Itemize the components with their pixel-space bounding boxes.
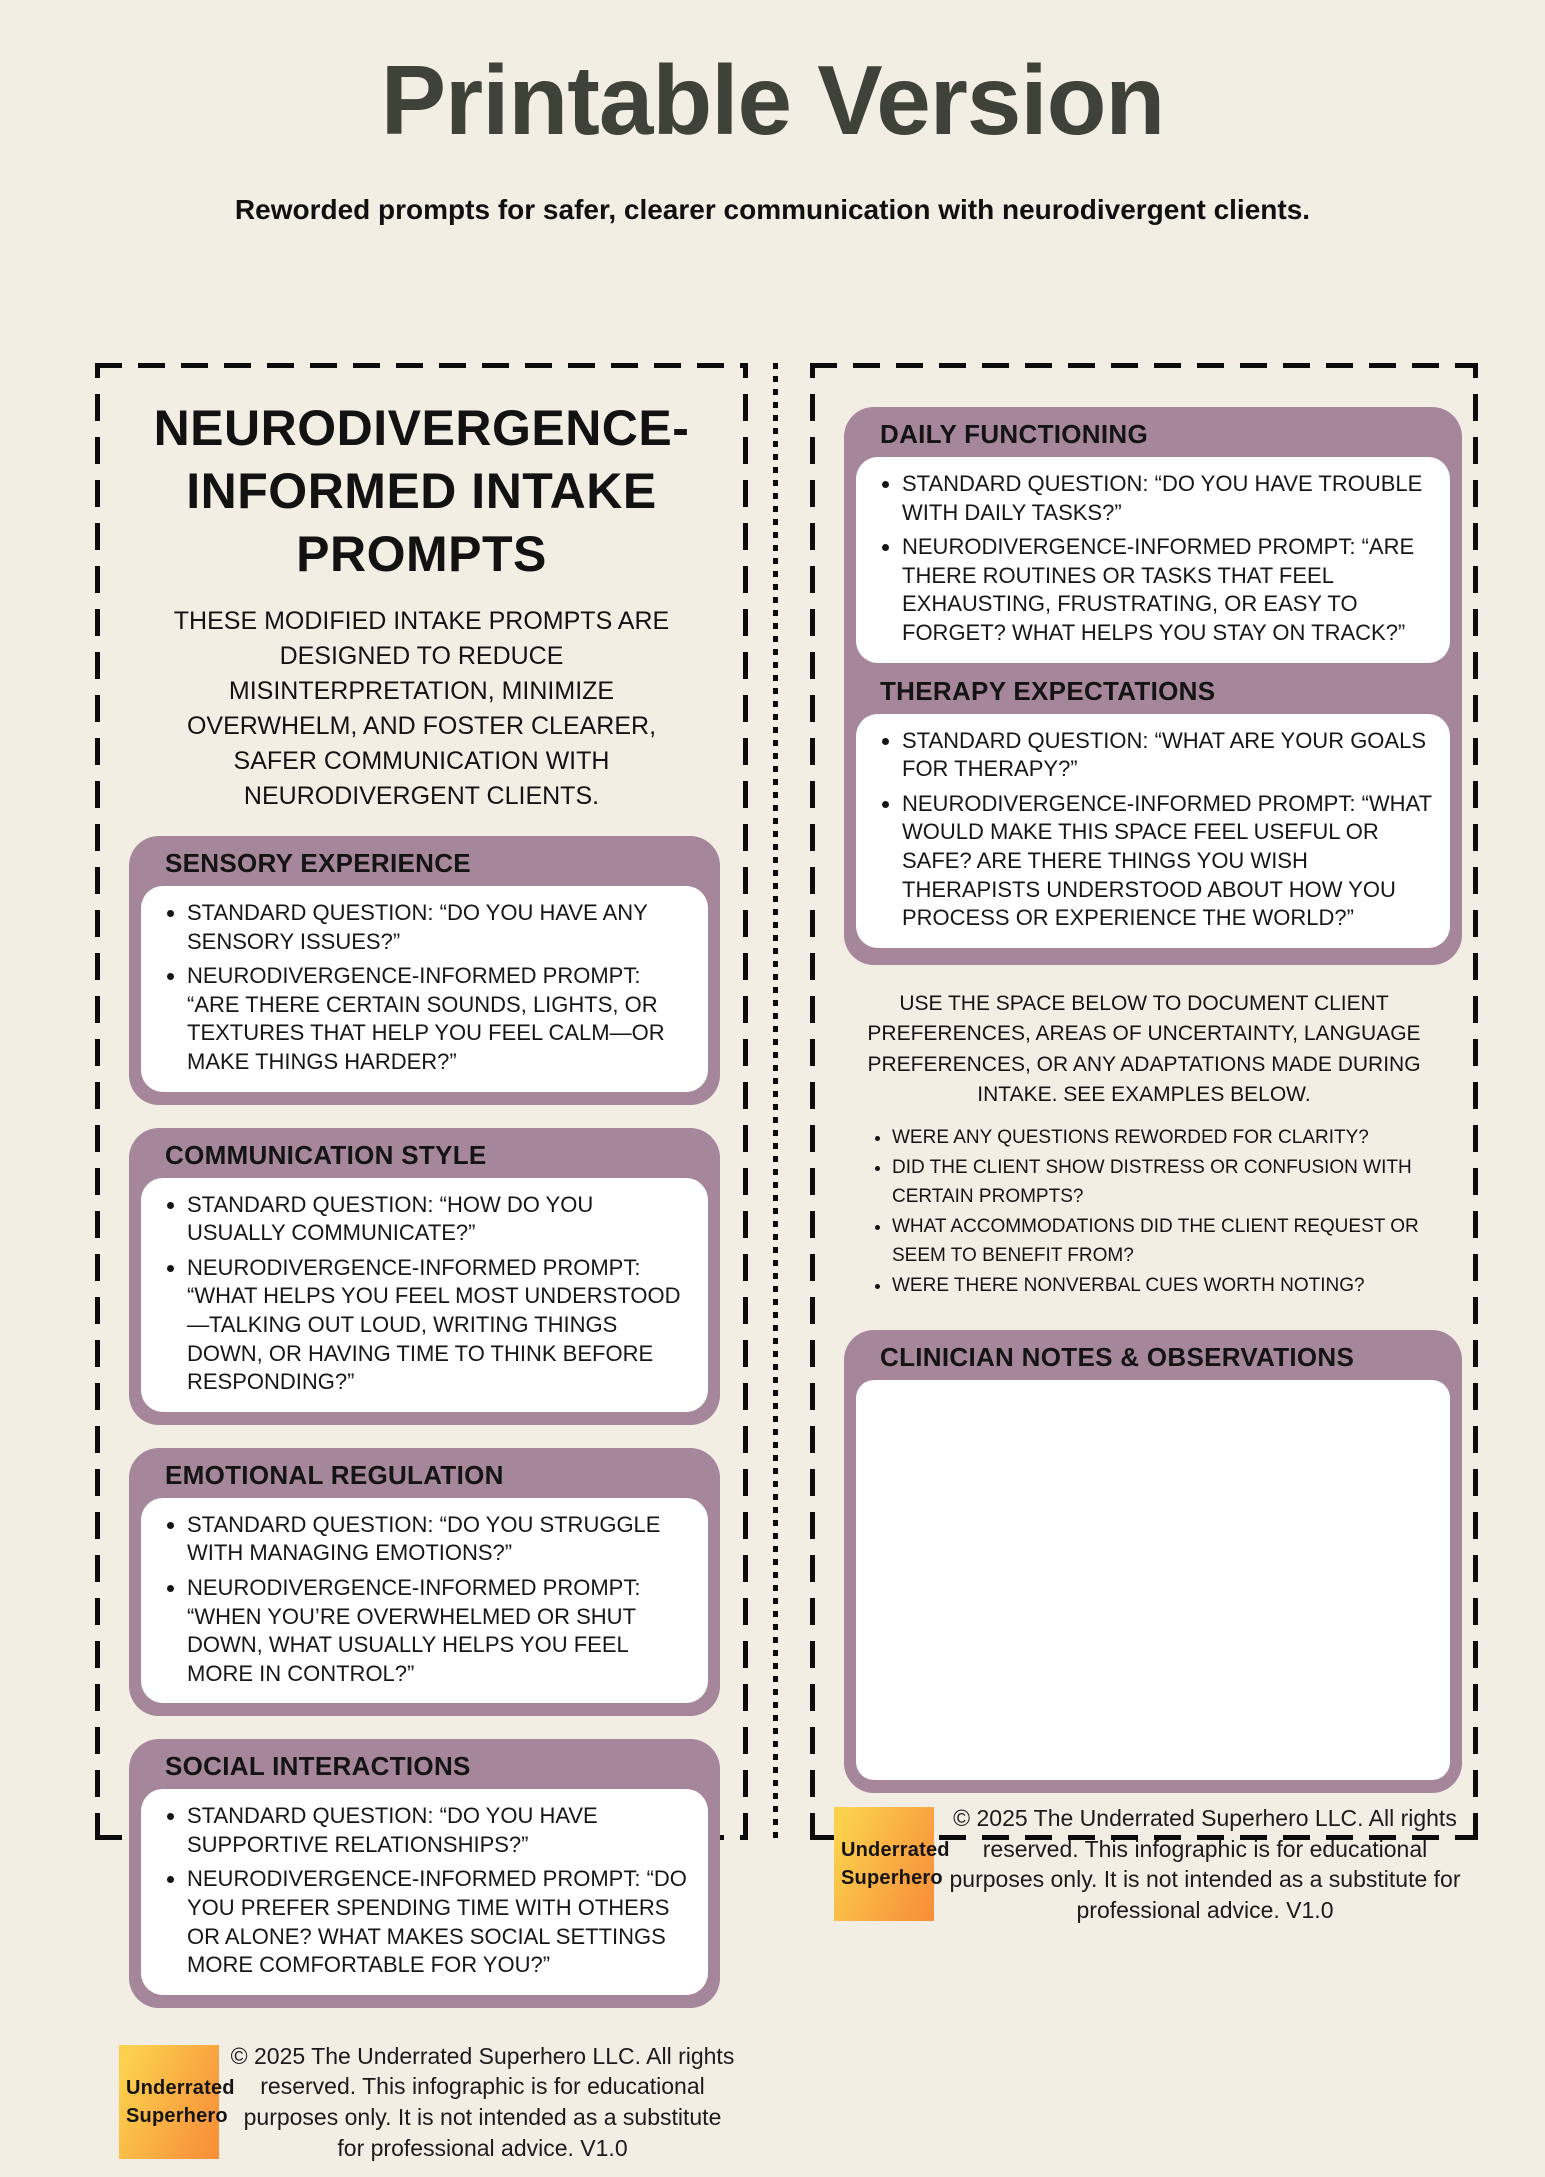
section-bullet-list (856, 714, 1450, 948)
section-clinician-notes (844, 1330, 1462, 1793)
section-title: SOCIAL INTERACTIONS (165, 1751, 471, 1782)
notes-example-list (876, 1123, 1466, 1300)
section-card (856, 457, 1450, 663)
notes-example-item: • WERE ANY QUESTIONS REWORDED FOR CLARITY? (892, 1123, 1466, 1152)
logo-text-line2: Superhero (841, 1867, 943, 1890)
section-bullet-list (141, 886, 708, 1092)
page-title: Printable Version (380, 45, 1165, 155)
notes-instructions: USE THE SPACE BELOW TO DOCUMENT CLIENT PREFERENCES, AREAS OF UNCERTAINTY, LANGUAGE PREFERENCES, OR ANY ADAPTATIONS MADE DURING INTAKE. SEE EXAMPLES BELOW. (867, 991, 1421, 1107)
right-panel (810, 363, 1478, 1923)
section-emotional-regulation (129, 1448, 720, 1717)
notes-example-item: • DID THE CLIENT SHOW DISTRESS OR CONFUSION WITH CERTAIN PROMPTS? (892, 1153, 1466, 1212)
left-panel (95, 363, 748, 2161)
logo-text-line2: Superhero (126, 2105, 228, 2127)
section-card (141, 1498, 708, 1704)
left-panel-heading: NEURODIVERGENCE-INFORMED INTAKE PROMPTS (153, 400, 690, 582)
standard-question-bullet: • STANDARD QUESTION: “WHAT ARE YOUR GOALS FOR THERAPY?” (902, 727, 1434, 784)
nd-informed-prompt-bullet: • NEURODIVERGENCE-INFORMED PROMPT: “WHEN YOU’RE OVERWHELMED OR SHUT DOWN, WHAT USUALLY HELPS YOU FEEL MORE IN CONTROL?” (187, 1574, 692, 1688)
standard-question-bullet: • STANDARD QUESTION: “DO YOU HAVE ANY SENSORY ISSUES?” (187, 899, 692, 956)
nd-informed-prompt-bullet: • NEURODIVERGENCE-INFORMED PROMPT: “WHAT HELPS YOU FEEL MOST UNDERSTOOD—TALKING OUT LOUD, WRITING THINGS DOWN, OR HAVING TIME TO THINK BEFORE RESPONDING?” (187, 1254, 692, 1397)
nd-informed-prompt-bullet: • NEURODIVERGENCE-INFORMED PROMPT: “WHAT WOULD MAKE THIS SPACE FEEL USEFUL OR SAFE? ARE THERE THINGS YOU WISH THERAPISTS UNDERSTOOD ABOUT HOW YOU PROCESS OR EXPERIENCE THE WORLD?” (902, 790, 1434, 933)
notes-example-item: • WHAT ACCOMMODATIONS DID THE CLIENT REQUEST OR SEEM TO BENEFIT FROM? (892, 1212, 1466, 1271)
clinician-notes-blank-area (856, 1380, 1450, 1780)
underrated-superhero-logo (119, 2045, 235, 2159)
section-sensory-experience (129, 836, 720, 1105)
nd-informed-prompt-bullet: • NEURODIVERGENCE-INFORMED PROMPT: “ARE THERE ROUTINES OR TASKS THAT FEEL EXHAUSTING, FRUSTRATING, OR EASY TO FORGET? WHAT HELPS YOU STAY ON TRACK?” (902, 533, 1434, 647)
section-bullet-list (141, 1498, 708, 1704)
logo-text-line1: Underrated (841, 1839, 950, 1862)
notes-example-item: • WERE THERE NONVERBAL CUES WORTH NOTING? (892, 1271, 1466, 1300)
page-subtitle: Reworded prompts for safer, clearer communication with neurodivergent clients. (234, 194, 1311, 225)
section-card (141, 1789, 708, 1995)
section-card (141, 1178, 708, 1412)
section-daily-functioning-and-therapy-expectations (844, 407, 1462, 965)
underrated-superhero-logo (834, 1807, 950, 1921)
copyright-text: © 2025 The Underrated Superhero LLC. All rights reserved. This infographic is for educational purposes only. It is not intended as a substitute for professional advice. V1.0 (949, 1805, 1461, 1923)
section-title: COMMUNICATION STYLE (165, 1139, 487, 1170)
section-title: SENSORY EXPERIENCE (165, 848, 471, 878)
section-bullet-list (141, 1178, 708, 1412)
panel-divider (773, 363, 778, 1840)
section-card (856, 714, 1450, 948)
section-title: THERAPY EXPECTATIONS (880, 675, 1216, 706)
standard-question-bullet: • STANDARD QUESTION: “DO YOU HAVE SUPPORTIVE RELATIONSHIPS?” (187, 1802, 692, 1859)
standard-question-bullet: • STANDARD QUESTION: “DO YOU HAVE TROUBLE WITH DAILY TASKS?” (902, 470, 1434, 527)
nd-informed-prompt-bullet: • NEURODIVERGENCE-INFORMED PROMPT: “ARE THERE CERTAIN SOUNDS, LIGHTS, OR TEXTURES THAT HELP YOU FEEL CALM—OR MAKE THINGS HARDER?” (187, 962, 692, 1076)
left-panel-footer (95, 2031, 748, 2177)
section-title: CLINICIAN NOTES & OBSERVATIONS (880, 1342, 1355, 1373)
section-communication-style (129, 1128, 720, 1425)
section-title: DAILY FUNCTIONING (880, 419, 1149, 449)
copyright-text: © 2025 The Underrated Superhero LLC. All rights reserved. This infographic is for educational purposes only. It is not intended as a substitute for professional advice. V1.0 (230, 2042, 735, 2161)
logo-text-line1: Underrated (126, 2077, 235, 2099)
section-title: EMOTIONAL REGULATION (165, 1459, 504, 1490)
section-bullet-list (856, 457, 1450, 663)
section-social-interactions (129, 1739, 720, 2008)
nd-informed-prompt-bullet: • NEURODIVERGENCE-INFORMED PROMPT: “DO YOU PREFER SPENDING TIME WITH OTHERS OR ALONE? WHAT MAKES SOCIAL SETTINGS MORE COMFORTABLE FOR YOU?” (187, 1865, 692, 1979)
left-panel-sections (129, 836, 720, 2031)
section-card (141, 886, 708, 1092)
standard-question-bullet: • STANDARD QUESTION: “HOW DO YOU USUALLY COMMUNICATE?” (187, 1191, 692, 1248)
right-panel-footer (810, 1793, 1478, 1939)
standard-question-bullet: • STANDARD QUESTION: “DO YOU STRUGGLE WITH MANAGING EMOTIONS?” (187, 1511, 692, 1568)
section-bullet-list (141, 1789, 708, 1995)
left-panel-intro: THESE MODIFIED INTAKE PROMPTS ARE DESIGNED TO REDUCE MISINTERPRETATION, MINIMIZE OVERWHELM, AND FOSTER CLEARER, SAFER COMMUNICATION WITH NEURODIVERGENT CLIENTS. (173, 607, 670, 810)
